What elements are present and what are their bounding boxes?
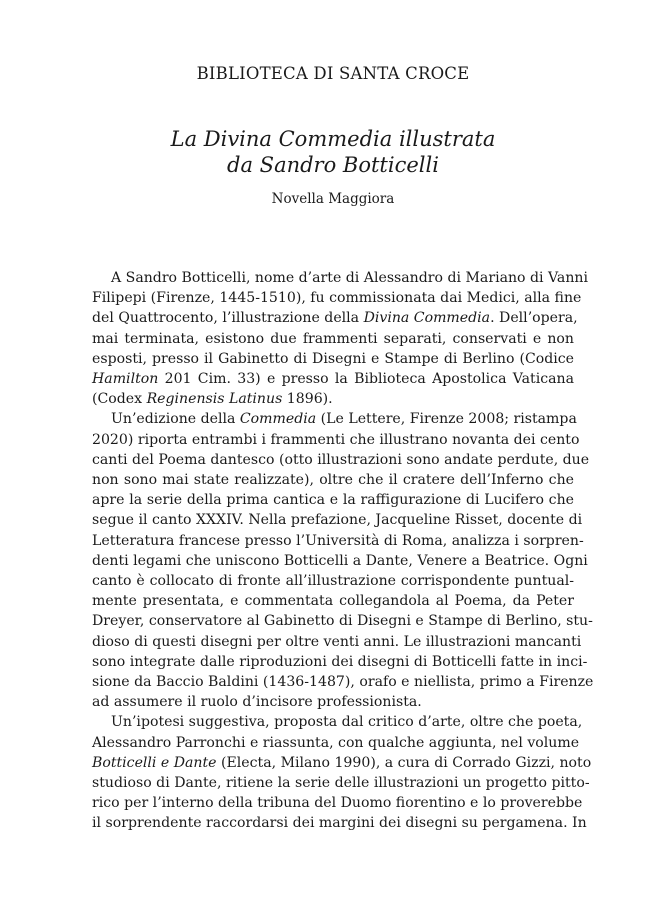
italic-title: Reginensis Latinus [146,391,283,408]
text-line: esposti, presso il Gabinetto di Disegni e Stampe di Berlino (Codice [92,350,574,367]
text-line: Un’ipotesi suggestiva, proposta dal critico d’arte, oltre che poeta, [111,714,583,731]
text-line: segue il canto XXXIV. Nella prefazione, Jacqueline Risset, docente di [92,512,583,529]
book-title-line-2: da Sandro Botticelli [227,153,439,177]
text-line: non sono mai state realizzate), oltre che il cratere dell’Inferno che [92,472,574,489]
text-line: mai terminata, esistono due frammenti separati, conservati e non [92,330,574,347]
text-line: del Quattrocento, l’illustrazione della Divina Commedia. Dell’opera, [92,310,578,327]
text-line: canto è collocato di fronte all’illustrazione corrispondente puntual- [92,573,574,590]
paragraph [92,268,588,409]
text-line: canti del Poema dantesco (otto illustrazioni sono andate perdute, due [92,451,590,468]
text-line: Un’edizione della Commedia (Le Lettere, Firenze 2008; ristampa [111,411,577,428]
text-line: dioso di questi disegni per oltre venti anni. Le illustrazioni mancanti [92,633,582,650]
body-text [92,268,594,834]
italic-title: Hamilton [92,371,159,388]
text-line: Filipepi (Firenze, 1445-1510), fu commissionata dai Medici, alla fine [92,290,582,307]
text-line: apre la serie della prima cantica e la raffigurazione di Lucifero che [92,492,574,509]
series-heading: BIBLIOTECA DI SANTA CROCE [196,64,470,83]
text-line: Alessandro Parronchi e riassunta, con qualche aggiunta, nel volume [92,734,580,751]
paragraph [92,409,594,712]
text-line: mente presentata, e commentata collegandola al Poema, da Peter [92,593,574,610]
text-line: il sorprendente raccordarsi dei margini dei disegni su pergamena. In [92,815,587,832]
italic-title: Botticelli e Dante [92,754,217,771]
text-line: 2020) riporta entrambi i frammenti che illustrano novanta dei cento [92,431,580,448]
book-title [92,126,574,178]
text-line: denti legami che uniscono Botticelli a Dante, Venere a Beatrice. Ogni [92,552,588,569]
author-name: Novella Maggiora [271,191,395,207]
text-line: studioso di Dante, ritiene la serie delle illustrazioni un progetto pitto- [92,775,590,792]
text-line: sono integrate dalle riproduzioni dei disegni di Botticelli fatte in inci- [92,653,588,670]
text-line: Letteratura francese presso l’Università di Roma, analizza i sorpren- [92,532,584,549]
italic-title: Commedia [239,411,317,428]
text-line: Hamilton 201 Cim. 33) e presso la Biblioteca Apostolica Vaticana [92,371,574,388]
text-line: (Codex Reginensis Latinus 1896). [92,391,333,408]
text-line: A Sandro Botticelli, nome d’arte di Alessandro di Mariano di Vanni [111,270,588,286]
text-line: rico per l’interno della tribuna del Duomo fiorentino e lo proverebbe [92,795,583,812]
paragraph [92,712,592,833]
text-line: Dreyer, conservatore al Gabinetto di Disegni e Stampe di Berlino, stu- [92,613,593,630]
book-title-line-1: La Divina Commedia illustrata [170,127,496,151]
text-line: Botticelli e Dante (Electa, Milano 1990), a cura di Corrado Gizzi, noto [92,754,592,771]
text-line: sione da Baccio Baldini (1436-1487), orafo e niellista, primo a Firenze [92,674,594,691]
italic-title: Divina Commedia [363,310,491,327]
text-line: ad assumere il ruolo d’incisore professionista. [92,694,422,711]
